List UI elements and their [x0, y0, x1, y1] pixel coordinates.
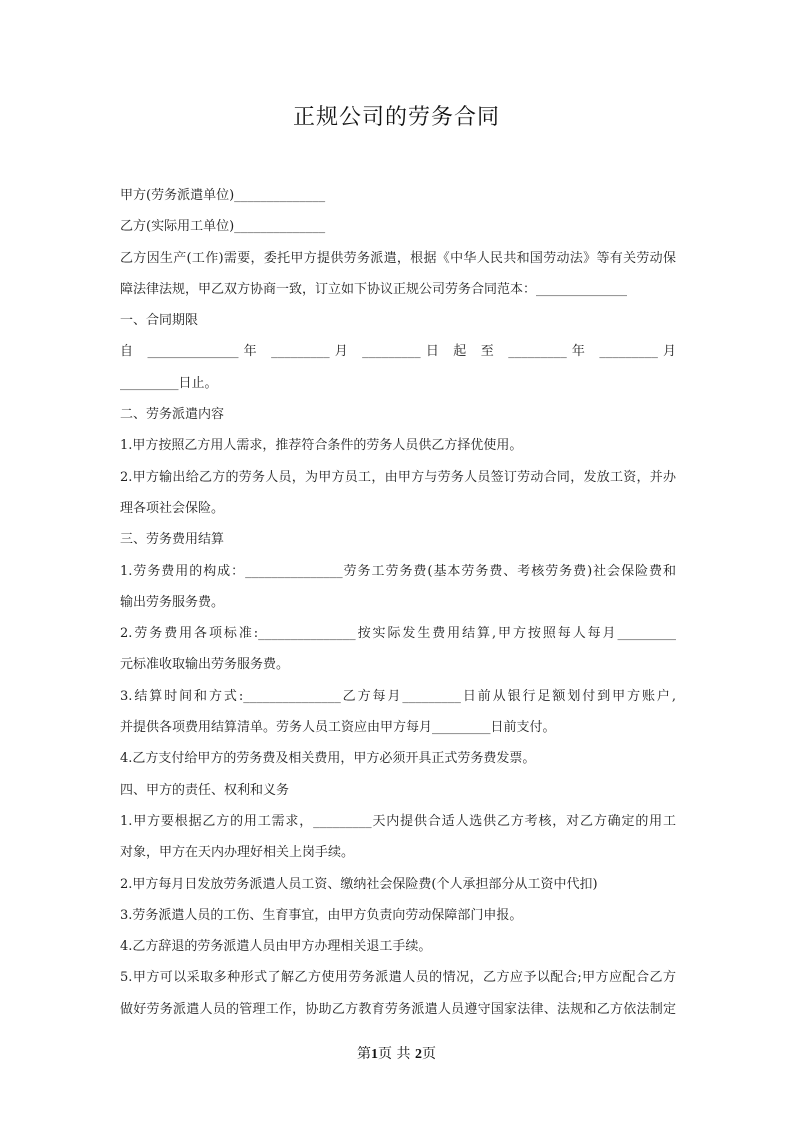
- document-body: [120, 180, 676, 1025]
- paragraph-line: 1.劳务费用的构成：_______________劳务工劳务费(基本劳务费、考核劳务费)社会保险费和: [120, 563, 676, 579]
- paragraph-line: 1.甲方按照乙方用人需求，推荐符合条件的劳务人员供乙方择优使用。: [120, 438, 523, 454]
- paragraph-line: 自 ______________年 _________月 _________日 起 至 _________年 _________月: [120, 344, 676, 360]
- page-footer: [0, 1043, 793, 1063]
- paragraph-line: 1.甲方要根据乙方的用工需求，_________天内提供合适人选供乙方考核，对乙方确定的用工: [120, 813, 676, 829]
- paragraph-line: 做好劳务派遣人员的管理工作，协助乙方教育劳务派遣人员遵守国家法律、法规和乙方依法制定: [120, 1001, 676, 1017]
- paragraph-line: 4.乙方辞退的劳务派遣人员由甲方办理相关退工手续。: [120, 939, 432, 955]
- page-number: 1: [371, 1047, 379, 1062]
- paragraph-line: 障法律法规，甲乙双方协商一致，订立如下协议正规公司劳务合同范本：______________: [120, 281, 628, 297]
- section-heading: 三、劳务费用结算: [120, 532, 225, 548]
- paragraph-line: 甲方(劳务派遣单位)______________: [120, 188, 326, 203]
- paragraph-line: 2.劳务费用各项标准:_______________按实际发生费用结算,甲方按照每人每月_________: [120, 626, 676, 642]
- paragraph-line: 乙方因生产(工作)需要，委托甲方提供劳务派遣，根据《中华人民共和国劳动法》等有关劳动保: [120, 250, 676, 266]
- paragraph-line: _________日止。: [120, 375, 218, 391]
- section-heading: 一、合同期限: [120, 313, 199, 329]
- paragraph-line: 2.甲方输出给乙方的劳务人员，为甲方员工，由甲方与劳务人员签订劳动合同，发放工资，并办: [120, 469, 676, 485]
- document-title: 正规公司的劳务合同: [292, 105, 500, 130]
- paragraph-line: 理各项社会保险。: [120, 500, 225, 516]
- paragraph-line: 元标准收取输出劳务服务费。: [120, 657, 290, 673]
- page-total: 2: [414, 1047, 422, 1062]
- paragraph-line: 3.劳务派遣人员的工伤、生育事宜，由甲方负责向劳动保障部门申报。: [120, 907, 523, 923]
- paragraph-line: 乙方(实际用工单位)______________: [120, 219, 326, 235]
- paragraph-line: 对象，甲方在天内办理好相关上岗手续。: [120, 845, 355, 861]
- paragraph-line: 4.乙方支付给甲方的劳务费及相关费用，甲方必须开具正式劳务费发票。: [120, 751, 536, 767]
- section-heading: 四、甲方的责任、权利和义务: [120, 782, 290, 798]
- paragraph-line: 输出劳务服务费。: [120, 594, 225, 610]
- section-heading: 二、劳务派遣内容: [120, 407, 225, 423]
- paragraph-line: 并提供各项费用结算清单。劳务人员工资应由甲方每月_________日前支付。: [120, 720, 556, 736]
- page-suffix: 页: [421, 1046, 436, 1062]
- paragraph-line: 2.甲方每月日发放劳务派遣人员工资、缴纳社会保险费(个人承担部分从工资中代扣): [120, 876, 598, 892]
- paragraph-line: 3.结算时间和方式:_______________乙方每月_________日前从银行足额划付到甲方账户,: [120, 688, 676, 704]
- paragraph-line: 5.甲方可以采取多种形式了解乙方使用劳务派遣人员的情况，乙方应予以配合;甲方应配合乙方: [120, 970, 676, 986]
- page-mid: 页 共: [378, 1046, 415, 1062]
- page-prefix: 第: [357, 1046, 372, 1062]
